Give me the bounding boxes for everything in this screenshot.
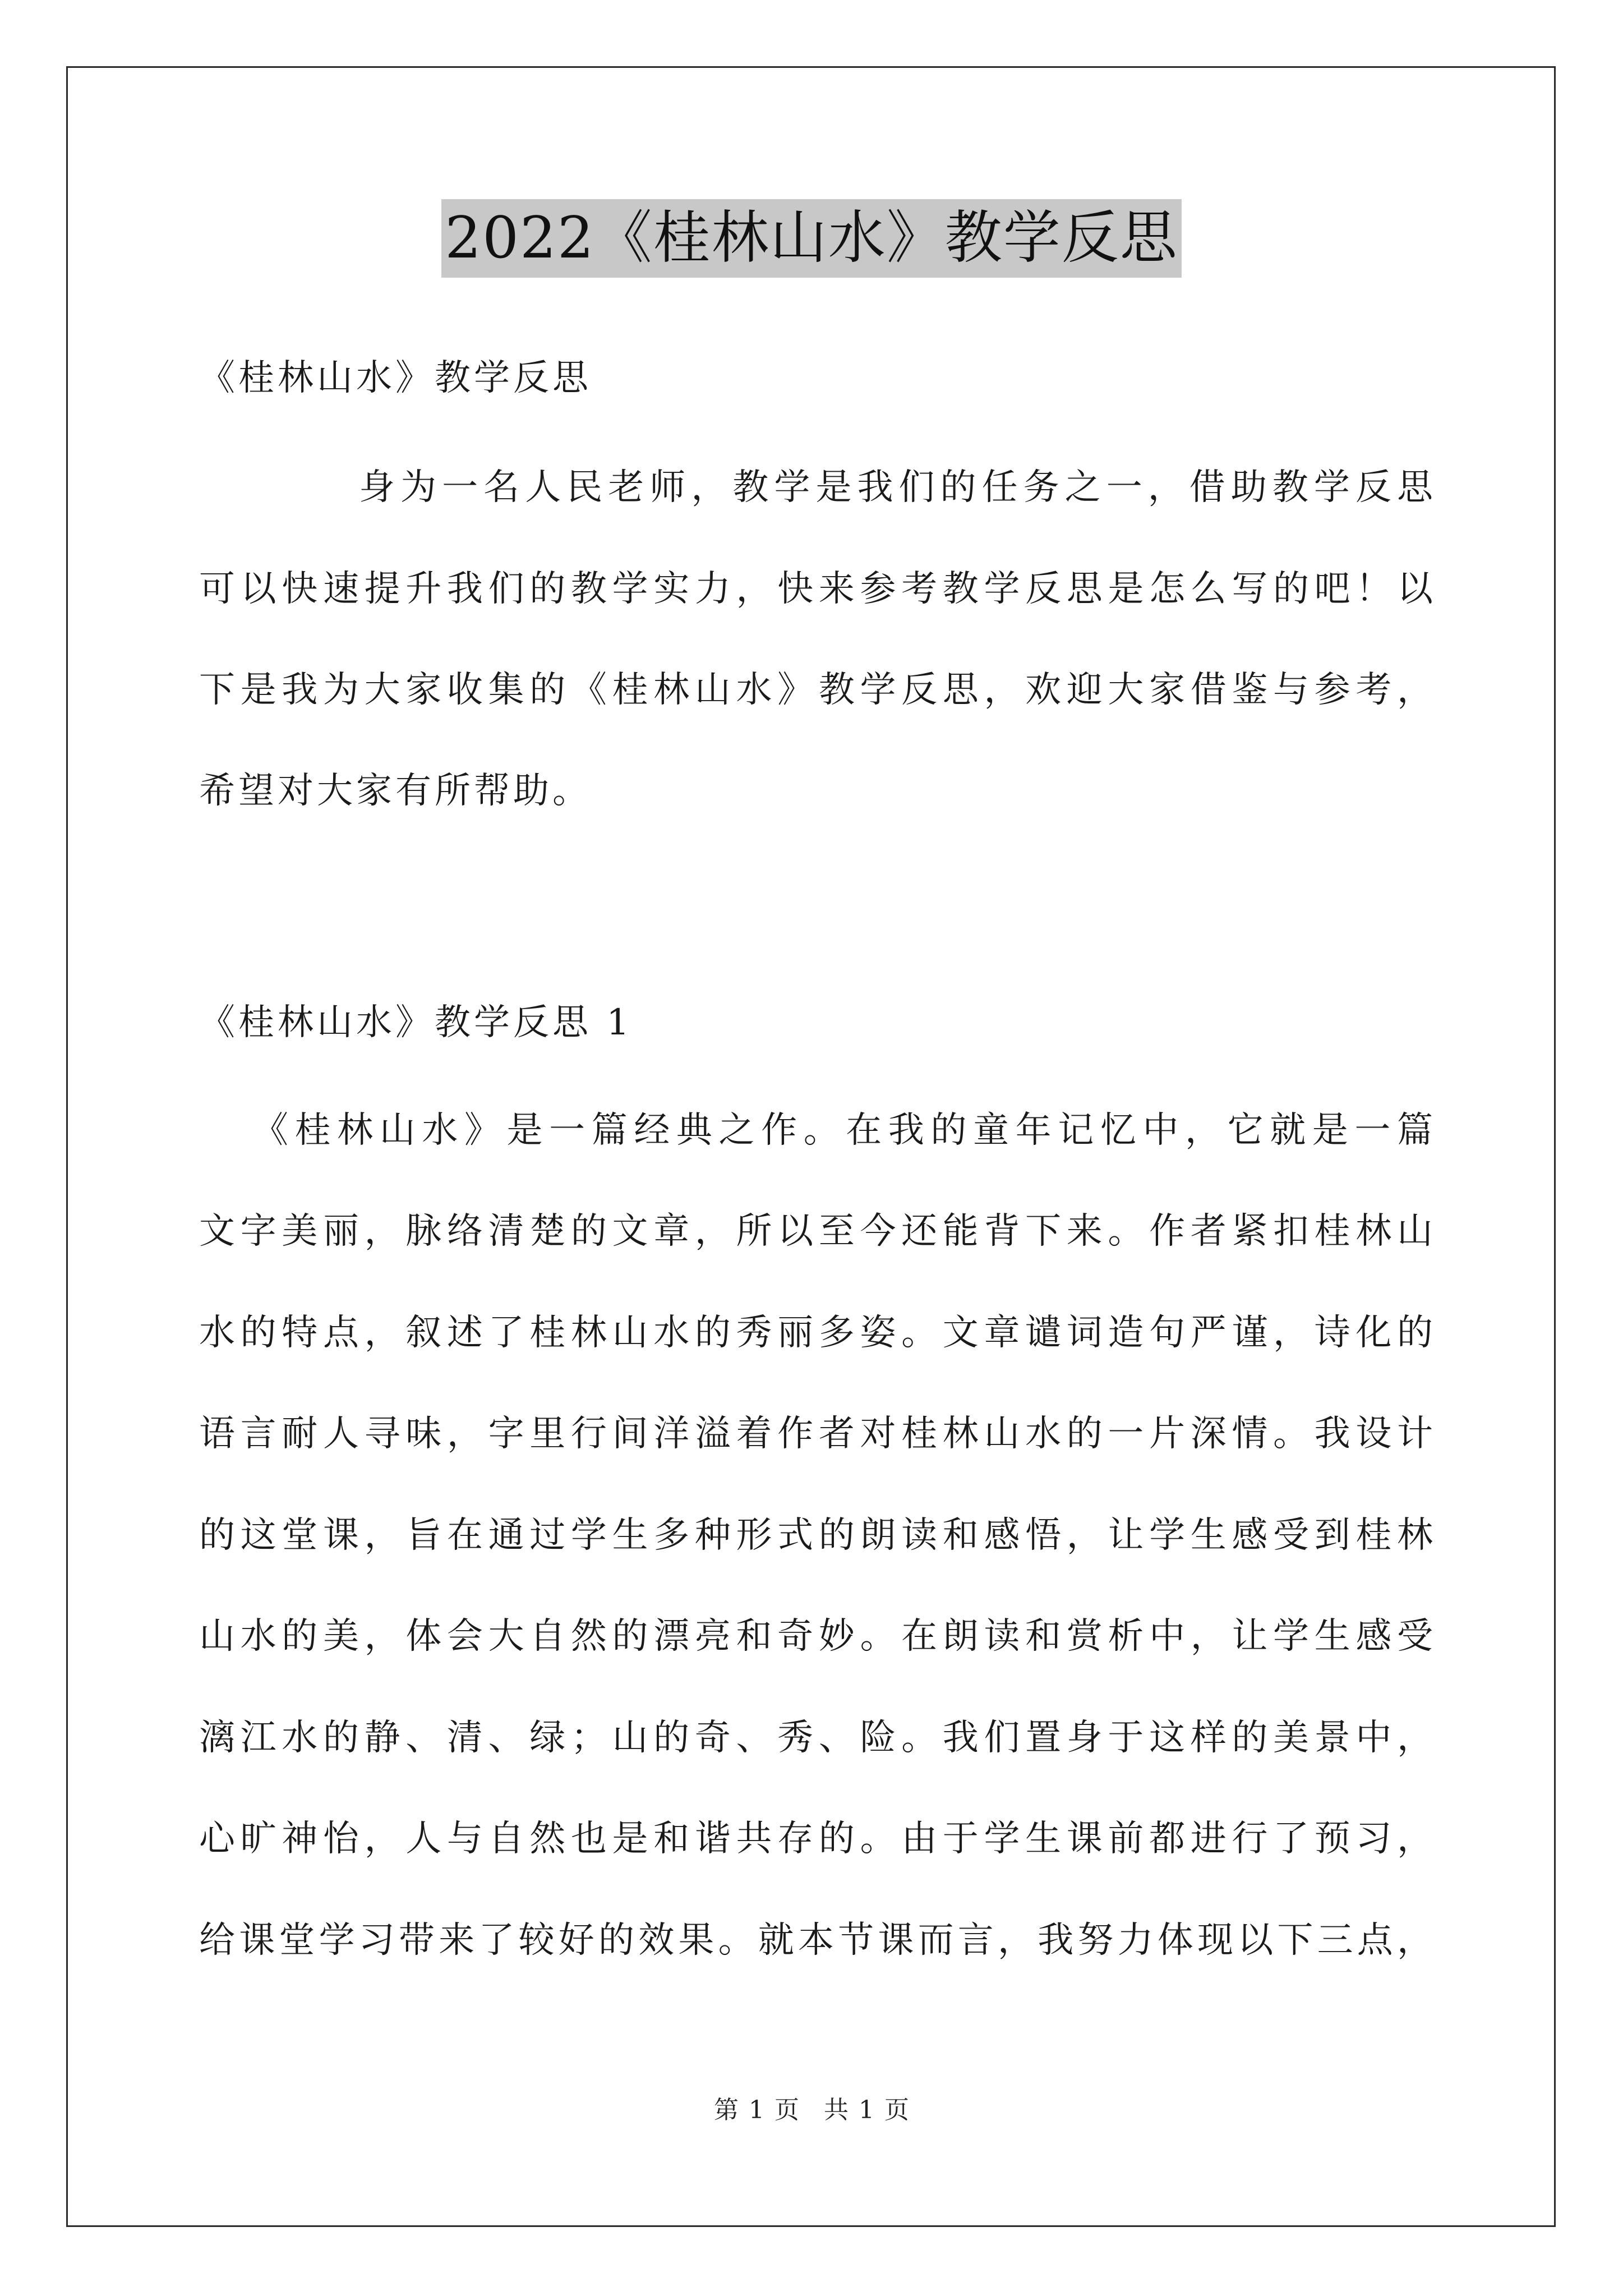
- paragraph-line: 的这堂课，旨在通过学生多种形式的朗读和感悟，让学生感受到桂林: [199, 1515, 1433, 1556]
- paragraph-line: 给课堂学习带来了较好的效果。就本节课而言，我努力体现以下三点，: [199, 1920, 1433, 1961]
- paragraph-line: 水的特点，叙述了桂林山水的秀丽多姿。文章谴词造句严谨，诗化的: [199, 1312, 1433, 1354]
- intro-line: 可以快速提升我们的教学实力，快来参考教学反思是怎么写的吧！以: [199, 568, 1433, 610]
- paragraph-line: 漓江水的静、清、绿；山的奇、秀、险。我们置身于这样的美景中，: [199, 1717, 1433, 1759]
- intro-line: 身为一名人民老师，教学是我们的任务之一，借助教学反思: [359, 467, 1433, 508]
- intro-line: 下是我为大家收集的《桂林山水》教学反思，欢迎大家借鉴与参考，: [199, 669, 1433, 711]
- paragraph-line: 文字美丽，脉络清楚的文章，所以至今还能背下来。作者紧扣桂林山: [199, 1211, 1433, 1252]
- document-title: 2022《桂林山水》教学反思: [441, 199, 1182, 278]
- page-number-footer: 第 1 页 共 1 页: [714, 2096, 909, 2124]
- paragraph-line: 山水的美，体会大自然的漂亮和奇妙。在朗读和赏析中，让学生感受: [199, 1616, 1433, 1657]
- paragraph-line: 语言耐人寻味，字里行间洋溢着作者对桂林山水的一片深情。我设计: [199, 1413, 1433, 1455]
- intro-line: 希望对大家有所帮助。: [199, 770, 592, 812]
- section-heading: 《桂林山水》教学反思 1: [199, 1002, 633, 1043]
- paragraph-line: 《桂林山水》是一篇经典之作。在我的童年记忆中，它就是一篇: [252, 1110, 1433, 1151]
- title-container: [0, 199, 1623, 278]
- subtitle: 《桂林山水》教学反思: [199, 357, 592, 399]
- paragraph-line: 心旷神怡，人与自然也是和谐共存的。由于学生课前都进行了预习，: [199, 1818, 1433, 1860]
